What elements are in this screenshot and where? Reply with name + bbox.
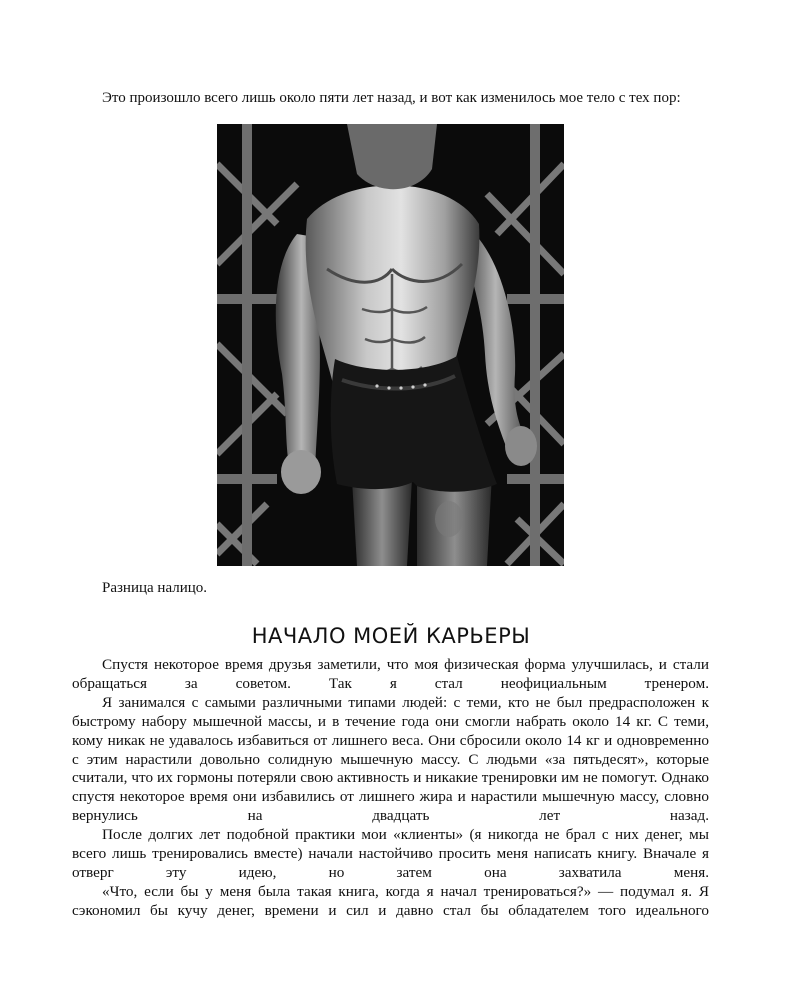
paragraph: «Что, если бы у меня была такая книга, когда я начал тренироваться?» — подумал я. Я сэкономил бы кучу денег, времени и сил и давно стал бы обладателем того идеального xyxy=(72,882,709,919)
body-text xyxy=(72,656,709,921)
paragraph: Я занимался с самыми различными типами людей: с теми, кто не был предрасположен к быстрому набору мышечной массы, и в течение года они смогли набрать около 14 кг. С теми, кому никак не удавалось избавиться от лишнего веса. Они сбросили около 14 кг и одновременно с этим нарастили довольно солидную мышечную массу. С людьми «за пятьдесят», которые считали, что их гормоны потеряли свою активность и никакие тренировки им не помогут. Однако спустя некоторое время они избавились от лишнего жира и нарастили мышечную массу, словно вернулись на двадцать лет назад. xyxy=(72,693,709,825)
paragraph: Спустя некоторое время друзья заметили, что моя физическая форма улучшилась, и стали обращаться за советом. Так я стал неофициальным тренером. xyxy=(72,656,709,692)
photo-caption: Разница налицо. xyxy=(102,580,208,596)
photo-illustration xyxy=(217,124,564,566)
section-heading: НАЧАЛО МОЕЙ КАРЬЕРЫ xyxy=(251,624,531,648)
paragraph: После долгих лет подобной практики мои «клиенты» (я никогда не брал с них денег, мы всего лишь тренировались вместе) начали настойчиво просить меня написать книгу. Вначале я отверг эту идею, но затем она захватила меня. xyxy=(72,826,709,881)
intro-text: Это произошло всего лишь около пяти лет назад, и вот как изменилось мое тело с тех пор: xyxy=(102,90,681,106)
muscular-torso-photo xyxy=(217,124,564,566)
